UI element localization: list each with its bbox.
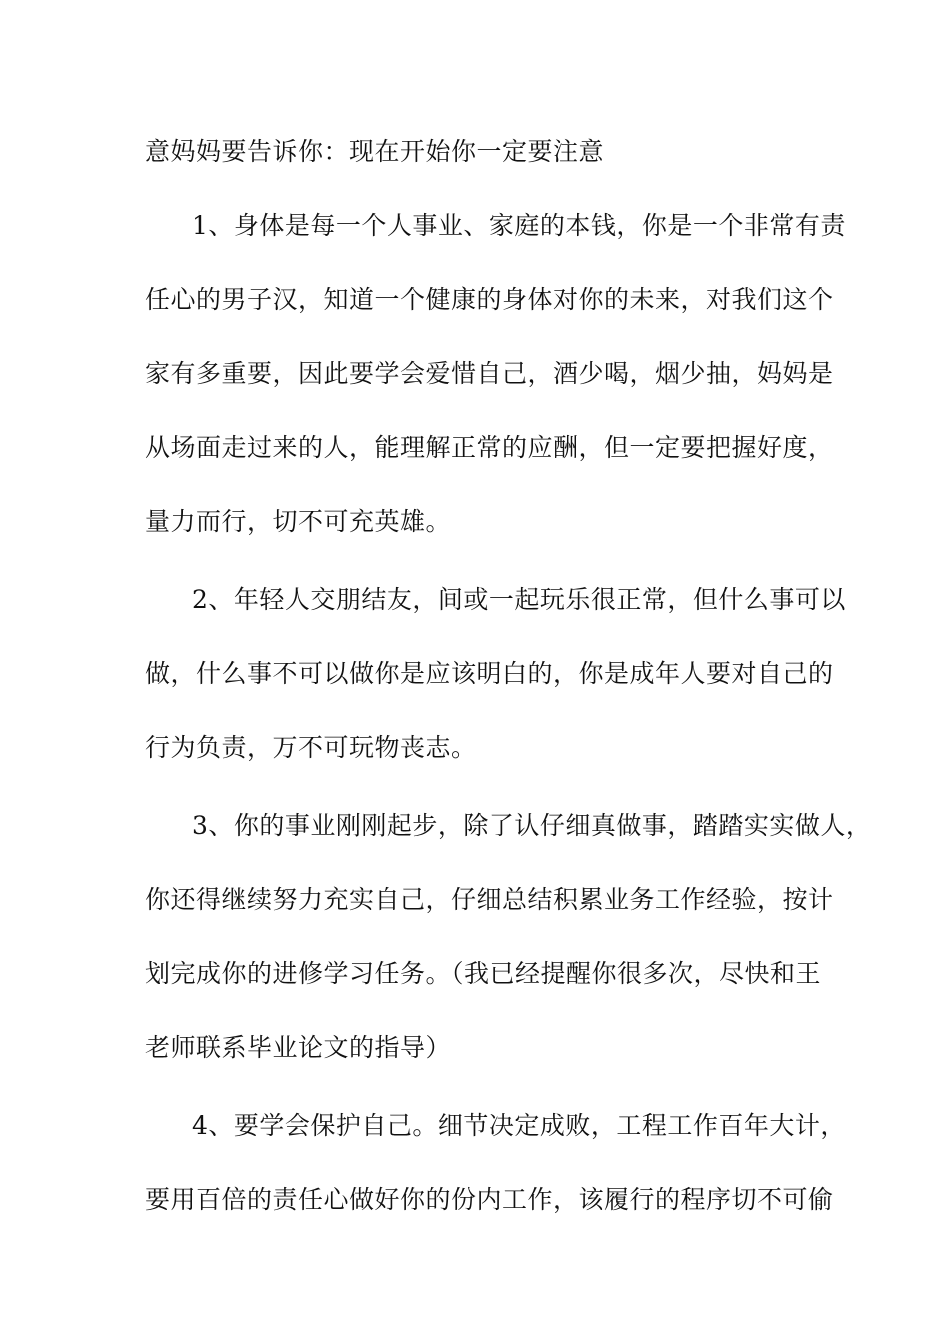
item-3-line-1: 3、你的事业刚刚起步，除了认仔细真做事，踏踏实实做人，: [192, 811, 872, 840]
item-2-line-1: 2、年轻人交朋结友，间或一起玩乐很正常，但什么事可以: [192, 585, 846, 614]
item-1-line-3: 家有多重要，因此要学会爱惜自己，酒少喝，烟少抽，妈妈是: [145, 359, 834, 388]
item-3-line-3: 划完成你的进修学习任务。（我已经提醒你很多次，尽快和王: [145, 959, 822, 988]
item-1-line-2: 任心的男子汉，知道一个健康的身体对你的未来，对我们这个: [145, 285, 834, 314]
text-line-1: 意妈妈要告诉你：现在开始你一定要注意: [145, 137, 605, 166]
item-1-line-1: 1、身体是每一个人事业、家庭的本钱，你是一个非常有责: [192, 211, 846, 240]
item-1-line-4: 从场面走过来的人，能理解正常的应酬，但一定要把握好度，: [145, 433, 834, 462]
item-4-line-2: 要用百倍的责任心做好你的份内工作，该履行的程序切不可偷: [145, 1185, 834, 1214]
item-4-line-1: 4、要学会保护自己。细节决定成败，工程工作百年大计，: [192, 1111, 846, 1140]
item-2-line-3: 行为负责，万不可玩物丧志。: [145, 733, 477, 762]
item-3-line-4: 老师联系毕业论文的指导）: [145, 1033, 452, 1062]
item-3-line-2: 你还得继续努力充实自己，仔细总结积累业务工作经验，按计: [145, 885, 834, 914]
item-1-line-5: 量力而行，切不可充英雄。: [145, 507, 452, 536]
item-2-line-2: 做，什么事不可以做你是应该明白的，你是成年人要对自己的: [145, 659, 834, 688]
